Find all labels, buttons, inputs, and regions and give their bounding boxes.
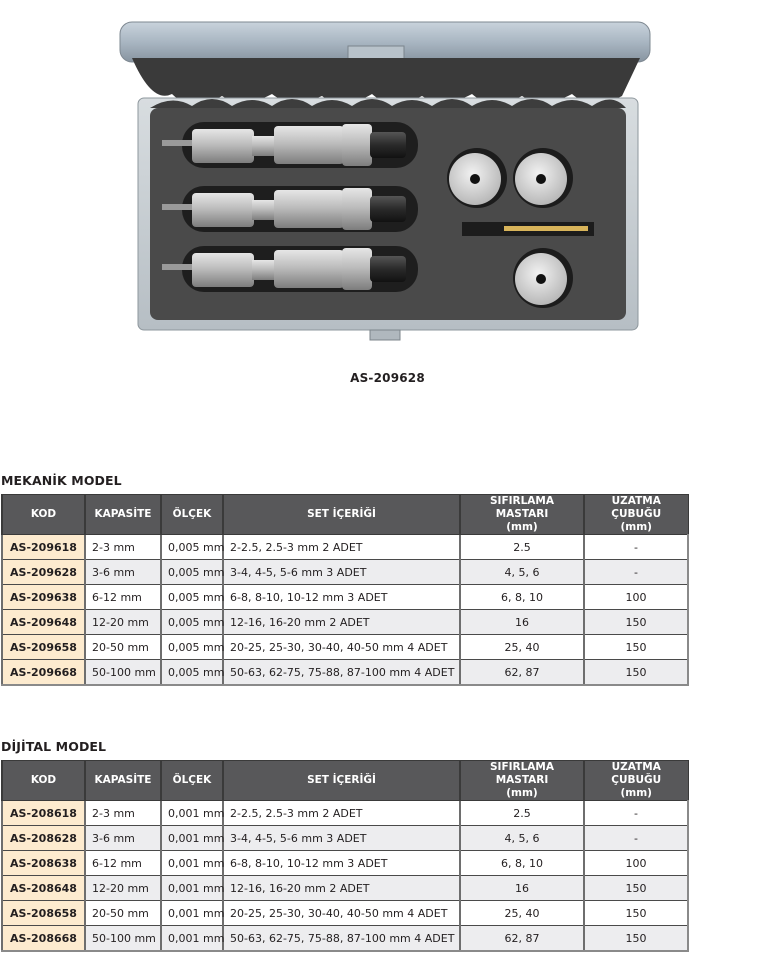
cell-olcek: 0,001 mm: [161, 901, 223, 926]
col-header-kod: KOD: [2, 495, 85, 535]
cell-olcek: 0,005 mm: [161, 635, 223, 660]
cell-kapasite: 50-100 mm: [85, 926, 161, 952]
cell-kapasite: 12-20 mm: [85, 876, 161, 901]
table-header-row: [2, 495, 688, 535]
cell-mastar: 2.5: [460, 801, 584, 826]
table-row: [2, 926, 688, 952]
cell-olcek: 0,001 mm: [161, 826, 223, 851]
table-row: [2, 801, 688, 826]
table-row: [2, 826, 688, 851]
cell-set: 3-4, 4-5, 5-6 mm 3 ADET: [223, 560, 460, 585]
cell-mastar: 16: [460, 610, 584, 635]
cell-uzatma: -: [584, 560, 688, 585]
cell-olcek: 0,001 mm: [161, 801, 223, 826]
cell-uzatma: 150: [584, 926, 688, 952]
cell-olcek: 0,001 mm: [161, 876, 223, 901]
col-header-kapasite: KAPASİTE: [85, 495, 161, 535]
cell-mastar: 62, 87: [460, 660, 584, 686]
cell-set: 2-2.5, 2.5-3 mm 2 ADET: [223, 535, 460, 560]
cell-set: 6-8, 8-10, 10-12 mm 3 ADET: [223, 851, 460, 876]
cell-uzatma: -: [584, 535, 688, 560]
cell-set: 50-63, 62-75, 75-88, 87-100 mm 4 ADET: [223, 660, 460, 686]
cell-mastar: 6, 8, 10: [460, 851, 584, 876]
cell-kod: AS-209658: [2, 635, 85, 660]
table-row: [2, 660, 688, 686]
product-caption: AS-209628: [350, 371, 425, 385]
cell-set: 20-25, 25-30, 30-40, 40-50 mm 4 ADET: [223, 901, 460, 926]
cell-uzatma: -: [584, 826, 688, 851]
cell-set: 6-8, 8-10, 10-12 mm 3 ADET: [223, 585, 460, 610]
col-header-sifirlama-mastari: SIFIRLAMA MASTARI (mm): [460, 761, 584, 801]
cell-set: 12-16, 16-20 mm 2 ADET: [223, 876, 460, 901]
cell-uzatma: 150: [584, 901, 688, 926]
col-header-set-icerigi: SET İÇERİĞİ: [223, 495, 460, 535]
col-header-set-icerigi: SET İÇERİĞİ: [223, 761, 460, 801]
cell-set: 12-16, 16-20 mm 2 ADET: [223, 610, 460, 635]
cell-mastar: 4, 5, 6: [460, 560, 584, 585]
cell-kapasite: 3-6 mm: [85, 826, 161, 851]
cell-kapasite: 6-12 mm: [85, 585, 161, 610]
cell-kod: AS-208638: [2, 851, 85, 876]
cell-set: 20-25, 25-30, 30-40, 40-50 mm 4 ADET: [223, 635, 460, 660]
cell-set: 2-2.5, 2.5-3 mm 2 ADET: [223, 801, 460, 826]
cell-kod: AS-208618: [2, 801, 85, 826]
cell-mastar: 25, 40: [460, 635, 584, 660]
table-row: [2, 901, 688, 926]
cell-olcek: 0,005 mm: [161, 585, 223, 610]
cell-mastar: 2.5: [460, 535, 584, 560]
cell-uzatma: 150: [584, 660, 688, 686]
cell-kod: AS-208658: [2, 901, 85, 926]
cell-kapasite: 2-3 mm: [85, 801, 161, 826]
cell-kapasite: 20-50 mm: [85, 635, 161, 660]
cell-olcek: 0,005 mm: [161, 560, 223, 585]
section-title-dijital: DİJİTAL MODEL: [1, 739, 107, 754]
cell-kod: AS-208648: [2, 876, 85, 901]
cell-uzatma: 150: [584, 635, 688, 660]
cell-mastar: 25, 40: [460, 901, 584, 926]
cell-kod: AS-209628: [2, 560, 85, 585]
table-row: [2, 635, 688, 660]
col-header-kod: KOD: [2, 761, 85, 801]
cell-kapasite: 2-3 mm: [85, 535, 161, 560]
col-header-uzatma-cubugu: UZATMA ÇUBUĞU (mm): [584, 495, 688, 535]
cell-kod: AS-209668: [2, 660, 85, 686]
mekanik-table: [1, 494, 689, 686]
cell-olcek: 0,005 mm: [161, 660, 223, 686]
col-header-uzatma-cubugu: UZATMA ÇUBUĞU (mm): [584, 761, 688, 801]
cell-kod: AS-209648: [2, 610, 85, 635]
table-row: [2, 585, 688, 610]
table-row: [2, 876, 688, 901]
cell-kapasite: 50-100 mm: [85, 660, 161, 686]
cell-kod: AS-208628: [2, 826, 85, 851]
col-header-sifirlama-mastari: SIFIRLAMA MASTARI (mm): [460, 495, 584, 535]
cell-olcek: 0,001 mm: [161, 851, 223, 876]
cell-olcek: 0,005 mm: [161, 535, 223, 560]
cell-set: 50-63, 62-75, 75-88, 87-100 mm 4 ADET: [223, 926, 460, 952]
section-title-mekanik: MEKANİK MODEL: [1, 473, 122, 488]
cell-kapasite: 3-6 mm: [85, 560, 161, 585]
col-header-olcek: ÖLÇEK: [161, 495, 223, 535]
cell-mastar: 16: [460, 876, 584, 901]
dijital-table: [1, 760, 689, 952]
cell-kapasite: 20-50 mm: [85, 901, 161, 926]
cell-uzatma: 150: [584, 876, 688, 901]
cell-mastar: 6, 8, 10: [460, 585, 584, 610]
table-row: [2, 610, 688, 635]
cell-kod: AS-208668: [2, 926, 85, 952]
table-header-row: [2, 761, 688, 801]
col-header-kapasite: KAPASİTE: [85, 761, 161, 801]
cell-mastar: 62, 87: [460, 926, 584, 952]
cell-kod: AS-209618: [2, 535, 85, 560]
cell-uzatma: 100: [584, 585, 688, 610]
cell-olcek: 0,001 mm: [161, 926, 223, 952]
cell-uzatma: 150: [584, 610, 688, 635]
cell-uzatma: 100: [584, 851, 688, 876]
cell-mastar: 4, 5, 6: [460, 826, 584, 851]
product-photo: [112, 14, 660, 352]
table-row: [2, 560, 688, 585]
cell-set: 3-4, 4-5, 5-6 mm 3 ADET: [223, 826, 460, 851]
cell-uzatma: -: [584, 801, 688, 826]
cell-kod: AS-209638: [2, 585, 85, 610]
cell-olcek: 0,005 mm: [161, 610, 223, 635]
table-row: [2, 851, 688, 876]
table-row: [2, 535, 688, 560]
cell-kapasite: 6-12 mm: [85, 851, 161, 876]
cell-kapasite: 12-20 mm: [85, 610, 161, 635]
col-header-olcek: ÖLÇEK: [161, 761, 223, 801]
